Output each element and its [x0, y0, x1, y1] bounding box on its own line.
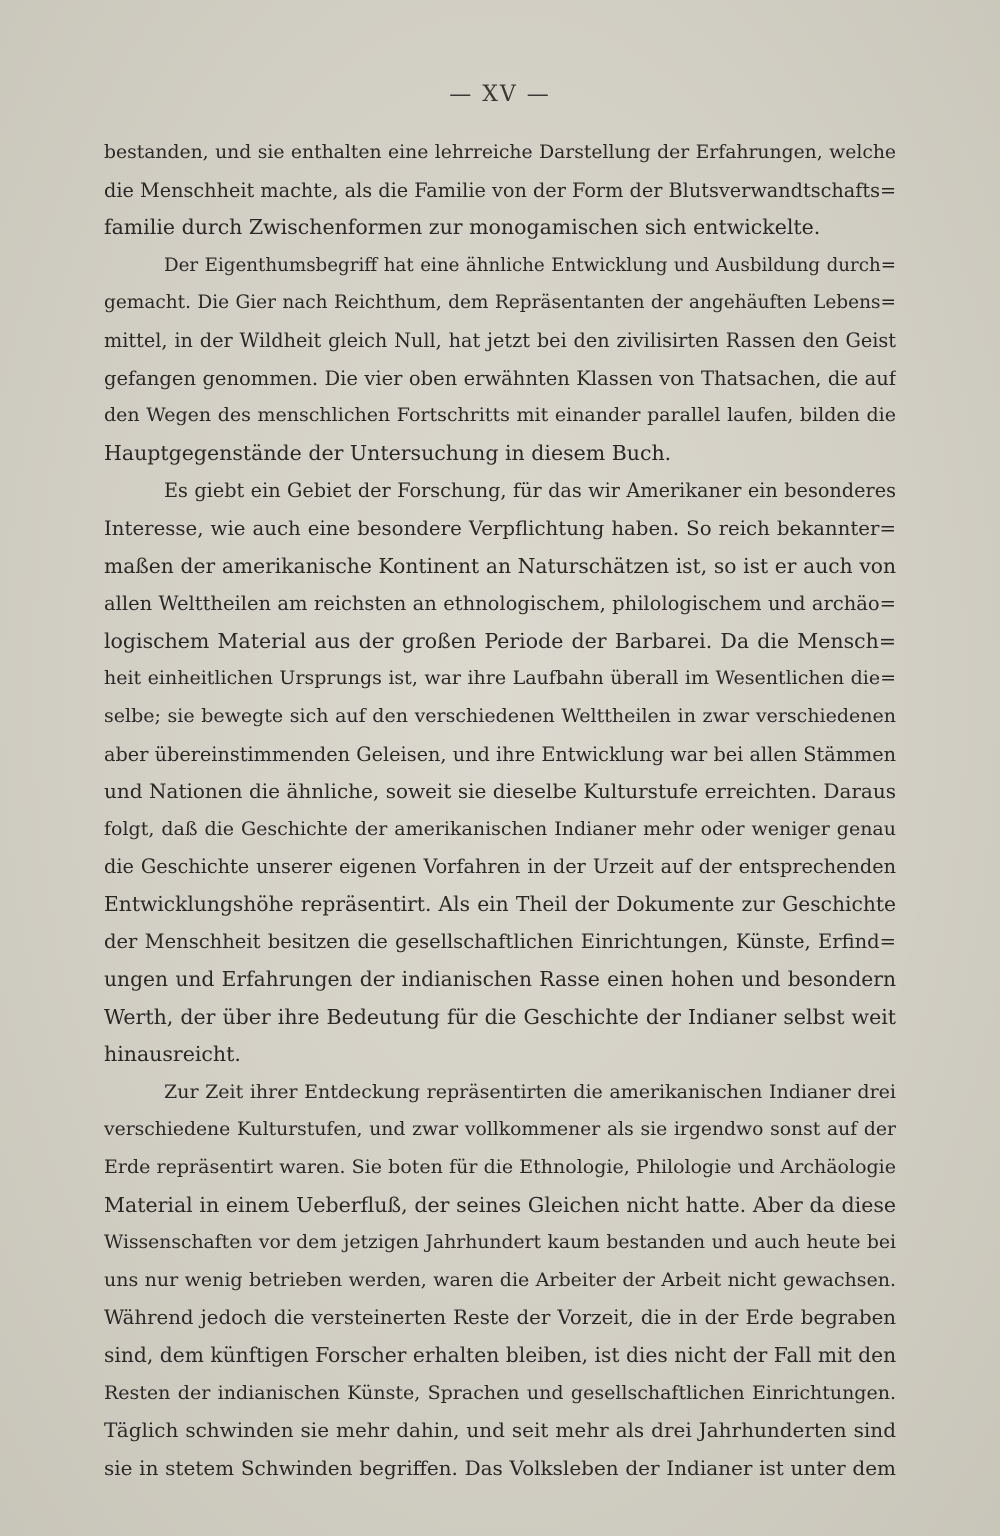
text-line: die Geschichte unserer eigenen Vorfahren in der Urzeit auf der entsprechenden	[104, 855, 896, 879]
text-line: maßen der amerikanische Kontinent an Naturschätzen ist, so ist er auch von	[104, 553, 896, 578]
text-line: Während jedoch die versteinerten Reste der Vorzeit, die in der Erde begraben	[104, 1306, 896, 1330]
text-line: uns nur wenig betrieben werden, waren die Arbeiter der Arbeit nicht gewachsen.	[104, 1268, 896, 1291]
text-line: Entwicklungshöhe repräsentirt. Als ein Theil der Dokumente zur Geschichte	[104, 891, 896, 916]
text-line: bestanden, und sie enthalten eine lehrreiche Darstellung der Erfahrungen, welche	[104, 142, 896, 163]
text-line: Werth, der über ihre Bedeutung für die Geschichte der Indianer selbst weit	[104, 1004, 896, 1029]
text-line: gemacht. Die Gier nach Reichthum, dem Repräsentanten der angehäuften Lebens=	[104, 292, 896, 314]
text-line: und Nationen die ähnliche, soweit sie dieselbe Kulturstufe erreichten. Daraus	[104, 779, 896, 804]
text-line: sind, dem künftigen Forscher erhalten bleiben, ist dies nicht der Fall mit den	[104, 1343, 896, 1367]
text-line: gefangen genommen. Die vier oben erwähnten Klassen von Thatsachen, die auf	[104, 366, 896, 390]
page-number: — XV —	[449, 82, 551, 107]
text-line: Interesse, wie auch eine besondere Verpflichtung haben. So reich bekannter=	[104, 516, 896, 540]
text-line: verschiedene Kulturstufen, und zwar vollkommener als sie irgendwo sonst auf der	[104, 1119, 896, 1141]
text-line: Material in einem Ueberfluß, der seines Gleichen nicht hatte. Aber da diese	[104, 1192, 896, 1217]
text-line: die Menschheit machte, als die Familie von der Form der Blutsverwandtschafts=	[104, 178, 896, 202]
text-line: ungen und Erfahrungen der indianischen Rasse einen hohen und besondern	[104, 967, 896, 992]
body-text	[104, 134, 896, 1487]
text-line: Erde repräsentirt waren. Sie boten für die Ethnologie, Philologie und Archäologie	[104, 1156, 896, 1179]
text-line: selbe; sie bewegte sich auf den verschiedenen Welttheilen in zwar verschiedenen	[104, 704, 896, 727]
text-line: Der Eigenthumsbegriff hat eine ähnliche Entwicklung und Ausbildung durch=	[164, 254, 896, 276]
text-line: sie in stetem Schwinden begriffen. Das Volksleben der Indianer ist unter dem	[104, 1455, 896, 1480]
text-line: der Menschheit besitzen die gesellschaftlichen Einrichtungen, Künste, Erfind=	[104, 930, 896, 954]
text-line: familie durch Zwischenformen zur monogamischen sich entwickelte.	[104, 215, 821, 240]
text-line: logischem Material aus der großen Periode der Barbarei. Da die Mensch=	[104, 628, 896, 653]
text-line: hinausreicht.	[104, 1042, 241, 1067]
text-line: Es giebt ein Gebiet der Forschung, für das wir Amerikaner ein besonderes	[164, 479, 896, 503]
text-line: Täglich schwinden sie mehr dahin, und seit mehr als drei Jahrhunderten sind	[104, 1418, 896, 1443]
text-line: allen Welttheilen am reichsten an ethnologischem, philologischem und archäo=	[104, 592, 896, 616]
text-line: aber übereinstimmenden Geleisen, und ihre Entwicklung war bei allen Stämmen	[104, 742, 896, 766]
text-line: mittel, in der Wildheit gleich Null, hat jetzt bei den zivilisirten Rassen den Geist	[104, 328, 896, 352]
text-line: heit einheitlichen Ursprungs ist, war ihre Laufbahn überall im Wesentlichen die=	[104, 667, 896, 690]
text-line: Zur Zeit ihrer Entdeckung repräsentirten die amerikanischen Indianer drei	[164, 1080, 896, 1103]
text-line: Resten der indianischen Künste, Sprachen und gesellschaftlichen Einrichtungen.	[104, 1381, 896, 1404]
text-line: den Wegen des menschlichen Fortschritts mit einander parallel laufen, bilden die	[104, 404, 896, 427]
text-line: Wissenschaften vor dem jetzigen Jahrhundert kaum bestanden und auch heute bei	[104, 1232, 896, 1254]
text-line: Hauptgegenstände der Untersuchung in diesem Buch.	[104, 440, 672, 465]
text-line: folgt, daß die Geschichte der amerikanischen Indianer mehr oder weniger genau	[104, 817, 896, 840]
